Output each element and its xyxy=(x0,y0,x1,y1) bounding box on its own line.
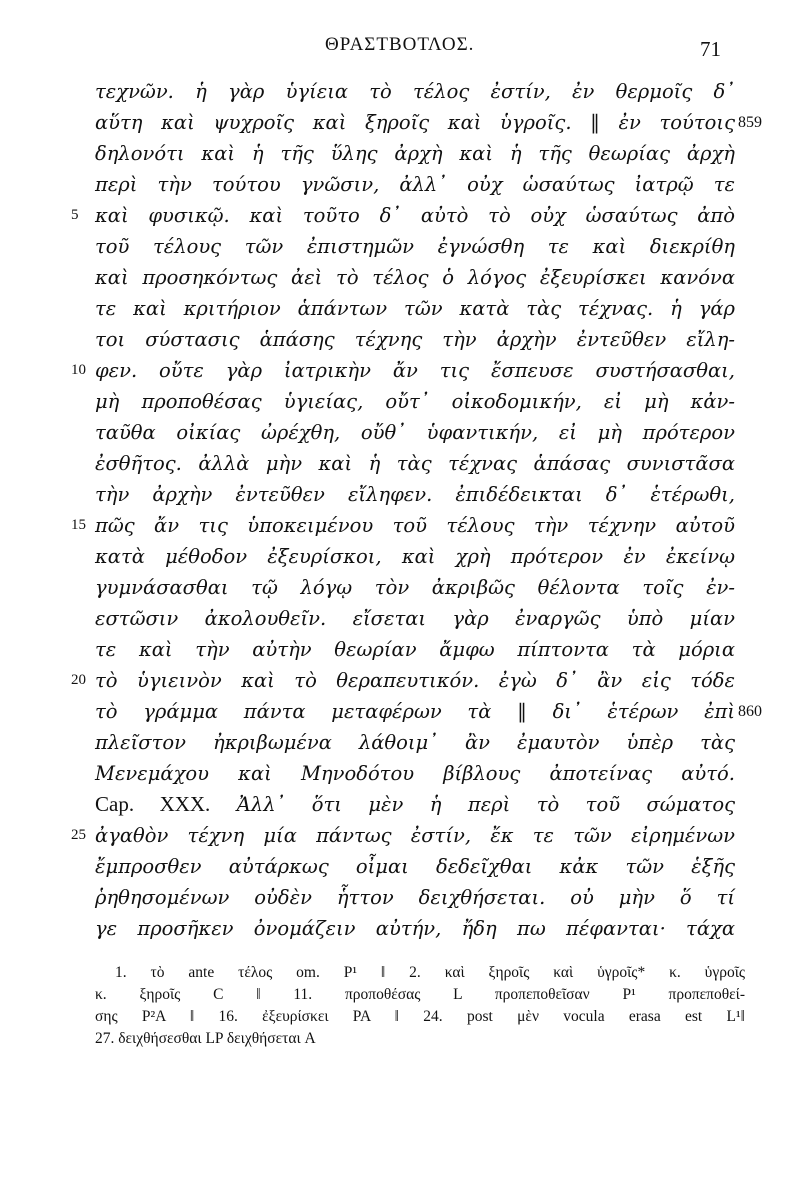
line-text: τὸ γράμμα πάντα μεταφέρων τὰ ‖ δι᾽ ἑτέρων ἐπὶ xyxy=(95,700,735,723)
text-line xyxy=(0,386,800,417)
line-number: 20 xyxy=(71,672,86,688)
text-line xyxy=(0,603,800,634)
line-text: Μενεμάχου καὶ Μηνοδότου βίβλους ἀποτείνας αὐτό. xyxy=(95,762,735,785)
text-line xyxy=(0,665,800,696)
margin-reference: 859 xyxy=(738,114,762,131)
text-line xyxy=(0,696,800,727)
line-text: τὴν ἀρχὴν ἐντεῦθεν εἴληφεν. ἐπιδέδεικται δ᾽ ἑτέρωθι, xyxy=(95,483,735,506)
text-line xyxy=(0,355,800,386)
text-line xyxy=(0,448,800,479)
line-text: κατὰ μέθοδον ἐξευρίσκοι, καὶ χρὴ πρότερον ἐν ἐκείνῳ xyxy=(95,545,735,568)
line-text: ῥηθησομένων οὐδὲν ἧττον δειχθήσεται. οὐ μὴν ὅ τί xyxy=(95,886,735,909)
text-line xyxy=(0,169,800,200)
line-text: γυμνάσασθαι τῷ λόγῳ τὸν ἀκριβῶς θέλοντα τοῖς ἐν- xyxy=(95,576,735,599)
page-number: 71 xyxy=(700,37,721,61)
line-text: εστῶσιν ἀκολουθεῖν. εἴσεται γὰρ ἐναργῶς ὑπὸ μίαν xyxy=(95,607,735,630)
footnotes xyxy=(95,962,745,1050)
line-text: τὸ ὑγιεινὸν καὶ τὸ θεραπευτικόν. ἐγὼ δ᾽ ἂν εἰς τόδε xyxy=(95,669,735,692)
text-line xyxy=(0,76,800,107)
line-text: ἀγαθὸν τέχνη μία πάντως ἐστίν, ἔκ τε τῶν εἰρημένων xyxy=(95,824,735,847)
text-line xyxy=(0,262,800,293)
line-text: δηλονότι καὶ ἡ τῆς ὕλης ἀρχὴ καὶ ἡ τῆς θεωρίας ἀρχὴ xyxy=(95,142,735,165)
text-line xyxy=(0,541,800,572)
text-line xyxy=(0,510,800,541)
text-line xyxy=(0,479,800,510)
line-text: ἔμπροσθεν αὐτάρκως οἶμαι δεδεῖχθαι κἀκ τῶν ἑξῆς xyxy=(95,855,735,878)
line-number: 10 xyxy=(71,362,86,378)
chapter-heading: Cap. XXX. xyxy=(95,792,211,816)
text-line xyxy=(0,851,800,882)
text-line xyxy=(0,572,800,603)
footnote-line: 27. δειχθήσεσθαι LP δειχθήσεται A xyxy=(95,1030,316,1047)
line-number: 25 xyxy=(71,827,86,843)
line-text: γε προσῆκεν ὀνομάζειν αὐτήν, ἤδη πω πέφανται· τάχα xyxy=(95,917,735,940)
line-text: τε καὶ κριτήριον ἁπάντων τῶν κατὰ τὰς τέχνας. ἡ γάρ xyxy=(95,297,735,320)
footnote-line: κ. ξηροῖς C ‖ 11. προποθέσας L προπεποθεῖσαν P¹ προπεποθεί- xyxy=(95,986,745,1003)
footnote-line: σης P²A ‖ 16. ἐξευρίσκει PA ‖ 24. post μὲν vocula erasa est L¹‖ xyxy=(95,1008,745,1025)
line-text: τοῦ τέλους τῶν ἐπιστημῶν ἐγνώσθη τε καὶ διεκρίθη xyxy=(95,235,735,258)
text-line xyxy=(0,138,800,169)
line-text: φεν. οὔτε γὰρ ἰατρικὴν ἄν τις ἔσπευσε συστήσασθαι, xyxy=(95,359,735,382)
body-text xyxy=(0,76,800,944)
line-text: πλεῖστον ἠκριβωμένα λάθοιμ᾽ ἂν ἐμαυτὸν ὑπὲρ τὰς xyxy=(95,731,735,754)
text-line xyxy=(0,107,800,138)
text-line xyxy=(0,727,800,758)
line-text: τεχνῶν. ἡ γὰρ ὑγίεια τὸ τέλος ἐστίν, ἐν θερμοῖς δ᾽ xyxy=(95,80,735,103)
chapter-line-greek: Ἀλλ᾽ ὅτι μὲν ἡ περὶ τὸ τοῦ σώματος xyxy=(236,793,735,816)
text-line xyxy=(0,913,800,944)
text-line xyxy=(0,200,800,231)
line-text: ταῦθα οἰκίας ὠρέχθη, οὔθ᾽ ὑφαντικήν, εἰ μὴ πρότερον xyxy=(95,421,735,444)
margin-reference: 860 xyxy=(738,703,762,720)
text-line xyxy=(0,293,800,324)
footnote-line: 1. τὸ ante τέλος om. P¹ ‖ 2. καὶ ξηροῖς καὶ ὑγροῖς* κ. ὑγροῖς xyxy=(115,964,745,981)
text-line xyxy=(0,789,800,820)
text-line xyxy=(0,417,800,448)
line-text: ἐσθῆτος. ἀλλὰ μὴν καὶ ἡ τὰς τέχνας ἁπάσας συνιστᾶσα xyxy=(95,452,735,475)
line-text: τε καὶ τὴν αὐτὴν θεωρίαν ἄμφω πίπτοντα τὰ μόρια xyxy=(95,638,735,661)
line-number: 15 xyxy=(71,517,86,533)
line-text: μὴ προποθέσας ὑγιείας, οὔτ᾽ οἰκοδομικήν, εἰ μὴ κἀν- xyxy=(95,390,735,413)
line-number: 5 xyxy=(71,207,79,223)
text-line xyxy=(0,758,800,789)
line-text: πῶς ἄν τις ὑποκειμένου τοῦ τέλους τὴν τέχνην αὐτοῦ xyxy=(95,514,735,537)
text-line xyxy=(0,882,800,913)
line-text: τοι σύστασις ἁπάσης τέχνης τὴν ἀρχὴν ἐντεῦθεν εἴλη- xyxy=(95,328,735,351)
text-line xyxy=(0,231,800,262)
running-head xyxy=(0,34,800,64)
line-text: καὶ φυσικῷ. καὶ τοῦτο δ᾽ αὐτὸ τὸ οὐχ ὡσαύτως ἀπὸ xyxy=(95,204,735,227)
chapter-line-text xyxy=(95,789,735,820)
text-line xyxy=(0,324,800,355)
line-text: περὶ τὴν τούτου γνῶσιν, ἀλλ᾽ οὐχ ὡσαύτως ἰατρῷ τε xyxy=(95,173,735,196)
text-line xyxy=(0,634,800,665)
text-line xyxy=(0,820,800,851)
running-title: ΘΡΑΣΤΒΟΤΛΟΣ. xyxy=(325,34,475,55)
line-text: αὕτη καὶ ψυχροῖς καὶ ξηροῖς καὶ ὑγροῖς. ‖ ἐν τούτοις xyxy=(95,111,735,134)
line-text: καὶ προσηκόντως ἀεὶ τὸ τέλος ὁ λόγος ἐξευρίσκει κανόνα xyxy=(95,266,735,289)
